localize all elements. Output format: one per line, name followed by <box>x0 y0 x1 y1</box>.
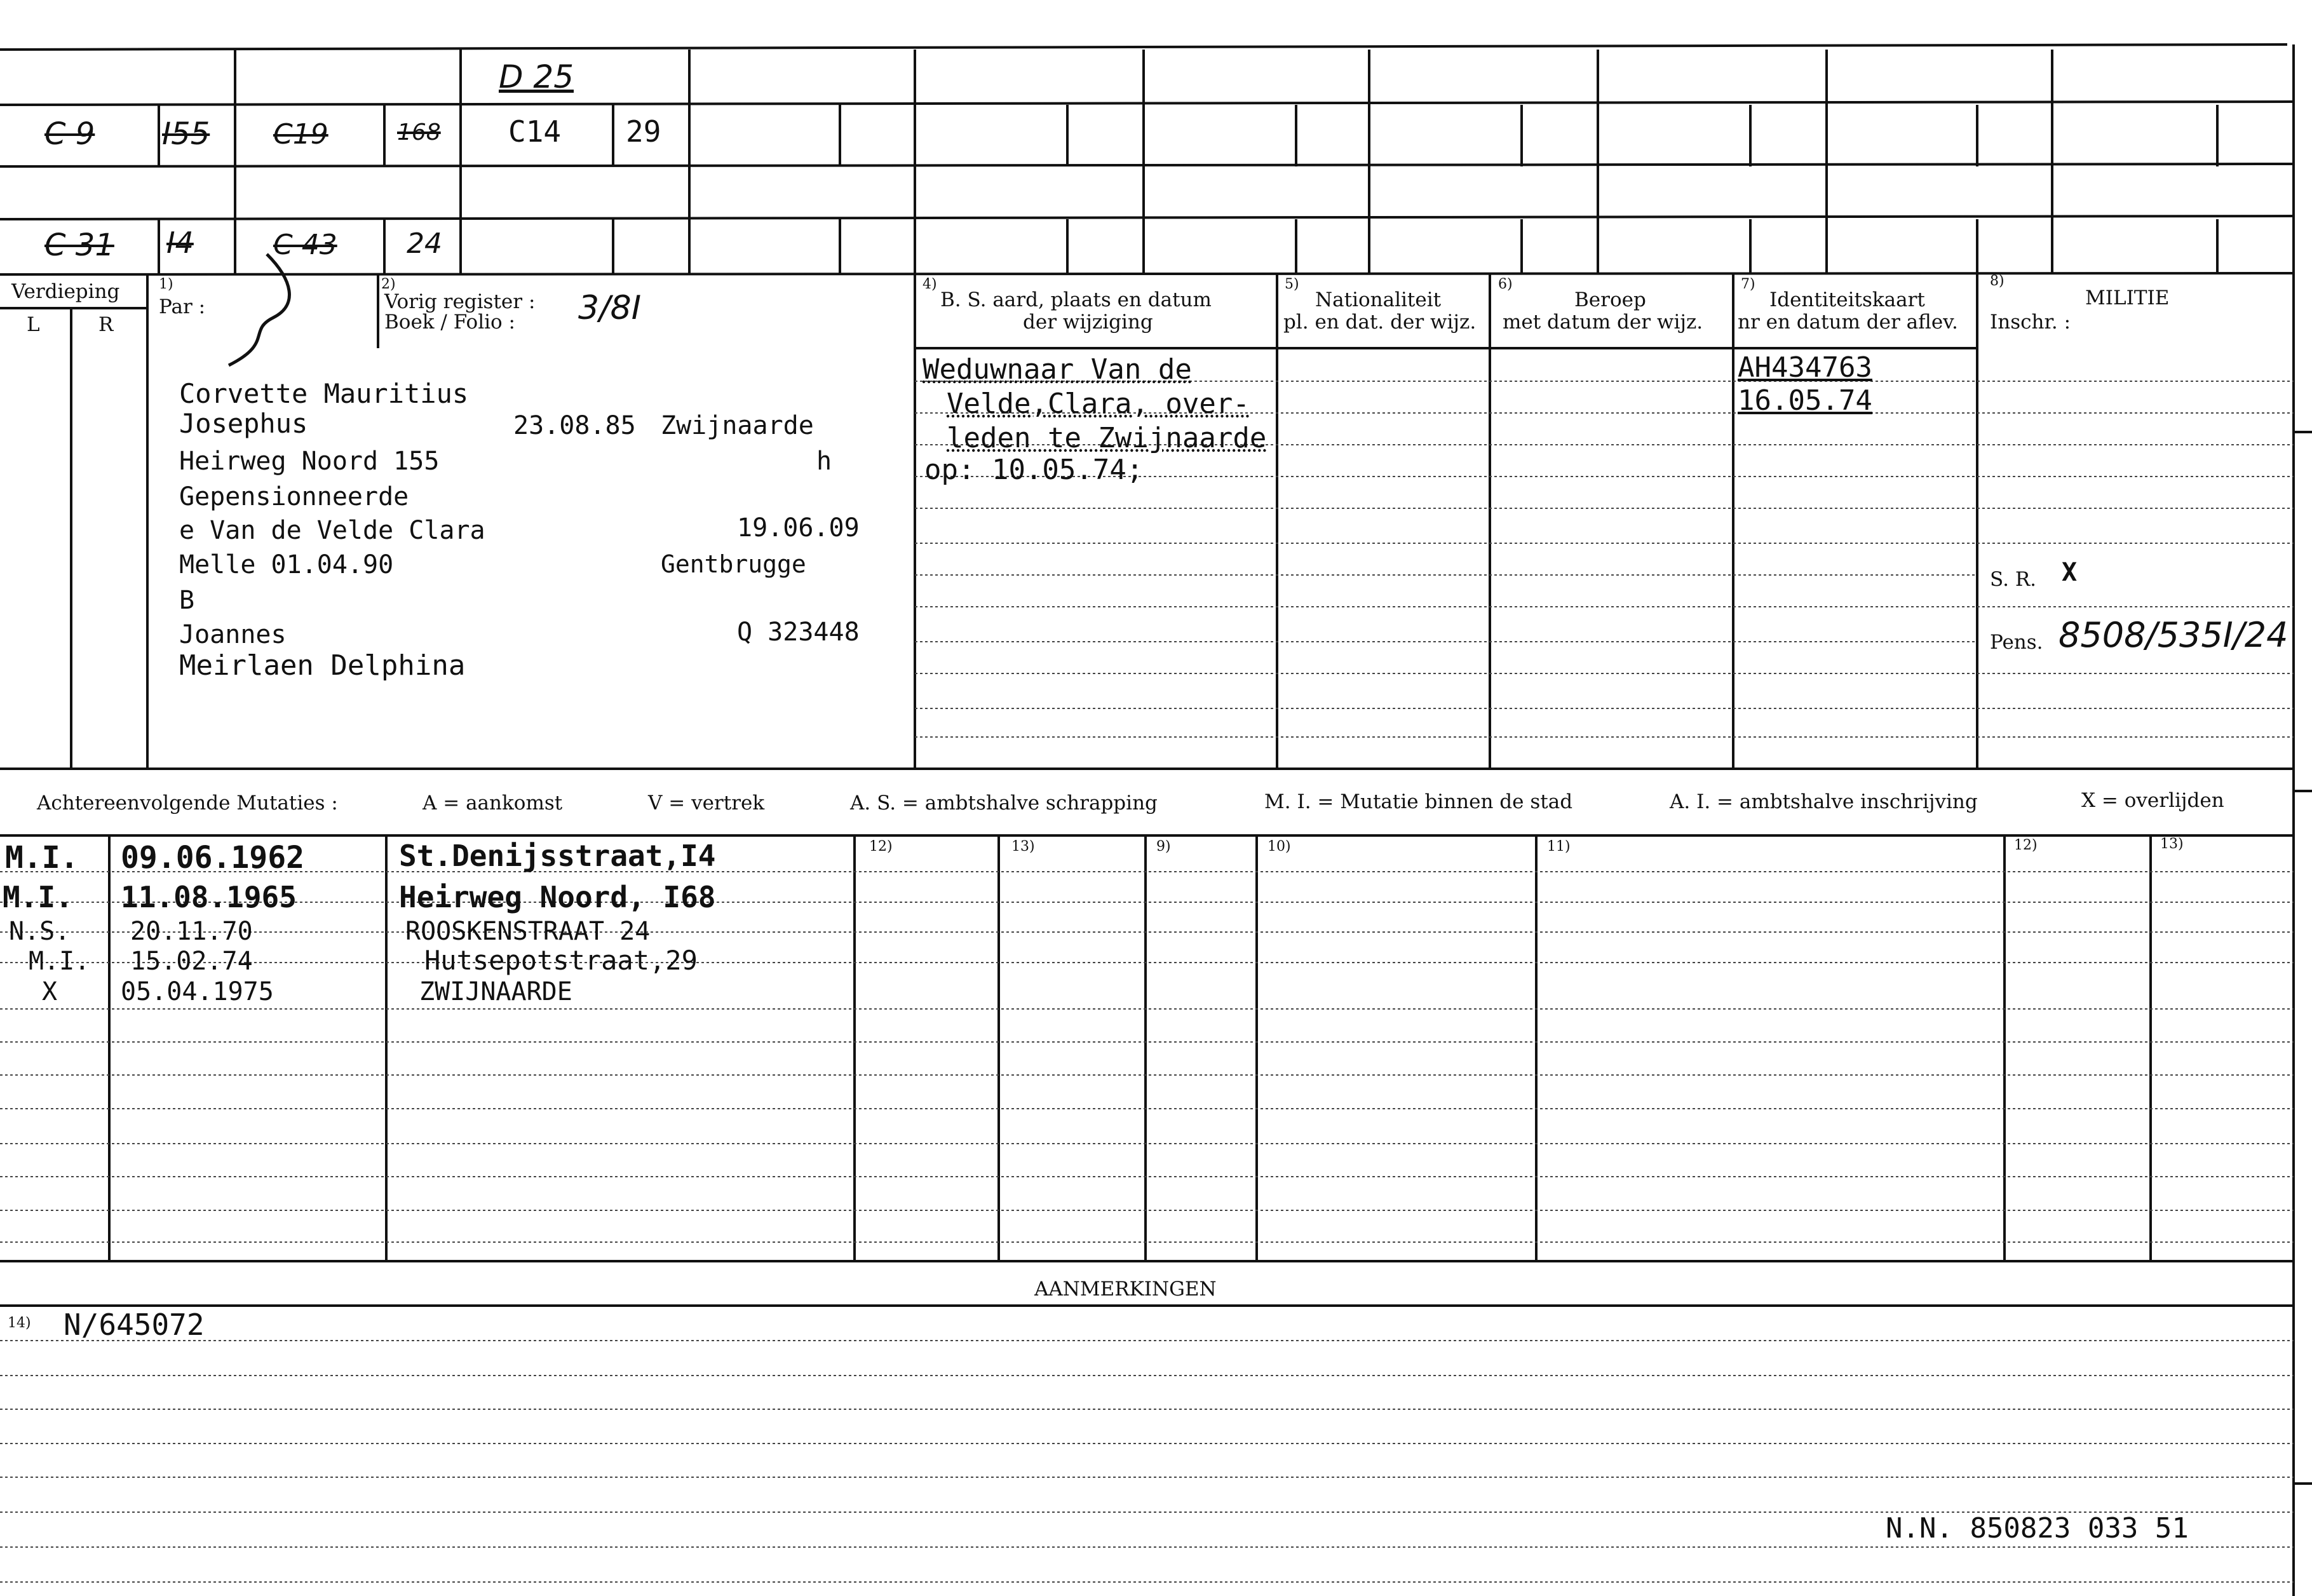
bs-line4: op: 10.05.74; <box>924 454 1144 486</box>
militie-sr-label: S. R. <box>1990 568 2037 591</box>
index-r1-c3: C19 <box>273 118 328 151</box>
person-address-mark: h <box>816 447 832 476</box>
person-father: Joannes <box>179 620 287 649</box>
id-card-number: AH434763 <box>1738 351 1872 384</box>
mut-col-10: 10) <box>1268 839 1291 855</box>
person-spouse-place: Melle 01.04.90 <box>179 550 394 579</box>
header-vorig: Vorig register : <box>384 290 536 313</box>
header-par-num: 1) <box>159 276 173 292</box>
remarks-num: 14) <box>8 1315 31 1331</box>
mut-col-13b: 13) <box>2160 836 2184 852</box>
mutation-type: M.I. <box>3 880 73 914</box>
mutation-address: St.Denijsstraat,I4 <box>399 839 716 873</box>
legend-v: V = vertrek <box>648 792 765 815</box>
header-militie: MILITIE <box>2085 287 2170 309</box>
person-spouse-birth: 19.06.09 <box>737 513 860 543</box>
remarks-nn: N.N. 850823 033 51 <box>1886 1512 2189 1545</box>
header-bs1: B. S. aard, plaats en datum <box>940 288 1212 311</box>
index-r1-c1: C 9 <box>44 116 95 152</box>
person-surname: Corvette Mauritius <box>179 378 469 409</box>
legend-ai: A. I. = ambtshalve inschrijving <box>1670 790 1978 813</box>
person-birthplace: Zwijnaarde <box>661 411 814 440</box>
remarks-title: AANMERKINGEN <box>1034 1278 1217 1301</box>
bs-line1: Weduwnaar Van de <box>923 353 1192 386</box>
person-spouse-place2: Gentbrugge <box>661 550 806 578</box>
mutation-date: 05.04.1975 <box>121 977 274 1006</box>
bs-line2: Velde,Clara, over- <box>947 388 1250 420</box>
mut-col-12b: 12) <box>2014 837 2038 853</box>
mutation-date: 09.06.1962 <box>121 840 304 876</box>
person-occupation: Gepensionneerde <box>179 482 409 511</box>
mutation-type: M.I. <box>29 947 90 976</box>
index-note: D 25 <box>499 58 574 95</box>
header-bs2: der wijziging <box>1023 311 1153 334</box>
militie-pens-value: 8508/535I/24 <box>2058 615 2288 655</box>
mutation-date: 11.08.1965 <box>121 880 297 914</box>
index-r1-c5: C14 <box>508 114 562 149</box>
header-nat-num: 5) <box>1285 276 1299 292</box>
par-scribble <box>229 254 289 365</box>
mutation-date: 20.11.70 <box>130 917 253 946</box>
header-beroep1: Beroep <box>1574 288 1646 311</box>
header-beroep-num: 6) <box>1498 276 1513 292</box>
index-r1-c4: 168 <box>397 119 441 145</box>
legend-as: A. S. = ambtshalve schrapping <box>850 792 1158 815</box>
mutation-address: Hutsepotstraat,29 <box>424 945 698 976</box>
index-r1-c6: 29 <box>626 114 661 149</box>
mut-col-11: 11) <box>1547 839 1571 855</box>
id-card-date: 16.05.74 <box>1738 384 1872 417</box>
person-spouse: e Van de Velde Clara <box>179 516 485 545</box>
person-address: Heirweg Noord 155 <box>179 447 440 476</box>
militie-sr-value: X <box>2062 558 2078 587</box>
person-firstname: Josephus <box>179 408 308 439</box>
header-verdieping: Verdieping <box>11 280 120 303</box>
mutation-address: ZWIJNAARDE <box>419 977 572 1006</box>
header-vorig-num: 2) <box>381 276 396 292</box>
mutation-type: M.I. <box>5 840 79 876</box>
legend-a: A = aankomst <box>423 792 563 815</box>
bs-line3: leden te Zwijnaarde <box>947 422 1267 454</box>
remarks-value: N/645072 <box>64 1308 205 1342</box>
mutation-type: X <box>42 977 58 1006</box>
mut-col-9: 9) <box>1156 839 1171 855</box>
person-mother: Meirlaen Delphina <box>179 649 466 682</box>
person-id-code: Q 323448 <box>737 618 860 647</box>
mutation-date: 15.02.74 <box>130 947 253 976</box>
header-nat2: pl. en dat. der wijz. <box>1283 311 1477 334</box>
mut-col-13: 13) <box>1011 839 1035 855</box>
legend-title: Achtereenvolgende Mutaties : <box>37 792 338 815</box>
header-id2: nr en datum der aflev. <box>1738 311 1958 334</box>
header-mil-num: 8) <box>1990 273 2004 289</box>
header-nat1: Nationaliteit <box>1315 288 1442 311</box>
header-id-num: 7) <box>1741 276 1755 292</box>
header-r: R <box>98 313 114 336</box>
mutation-address: Heirweg Noord, I68 <box>399 880 716 914</box>
legend-x: X = overlijden <box>2081 789 2224 812</box>
index-r2-c3: C 43 <box>273 229 337 261</box>
mut-col-12: 12) <box>869 839 893 855</box>
header-id1: Identiteitskaart <box>1769 288 1925 311</box>
header-boek: Boek / Folio : <box>384 311 515 334</box>
index-r2-c2: I4 <box>166 226 194 260</box>
index-r2-c1: C 31 <box>44 227 114 263</box>
index-r2-c4: 24 <box>407 227 442 260</box>
mutation-address: ROOSKENSTRAAT 24 <box>405 917 651 946</box>
legend-mi: M. I. = Mutatie binnen de stad <box>1264 790 1573 813</box>
mutation-type: N.S. <box>9 917 71 946</box>
header-bs-num: 4) <box>923 276 937 292</box>
militie-pens-label: Pens. <box>1990 631 2043 654</box>
header-beroep2: met datum der wijz. <box>1503 311 1703 334</box>
person-letter: B <box>179 586 195 615</box>
header-inschr: Inschr. : <box>1990 311 2071 334</box>
header-l: L <box>27 313 40 336</box>
person-birth: 23.08.85 <box>513 411 636 440</box>
vorig-value: 3/8I <box>578 289 642 327</box>
index-r1-c2: I55 <box>162 116 210 152</box>
header-par: Par : <box>159 295 206 318</box>
